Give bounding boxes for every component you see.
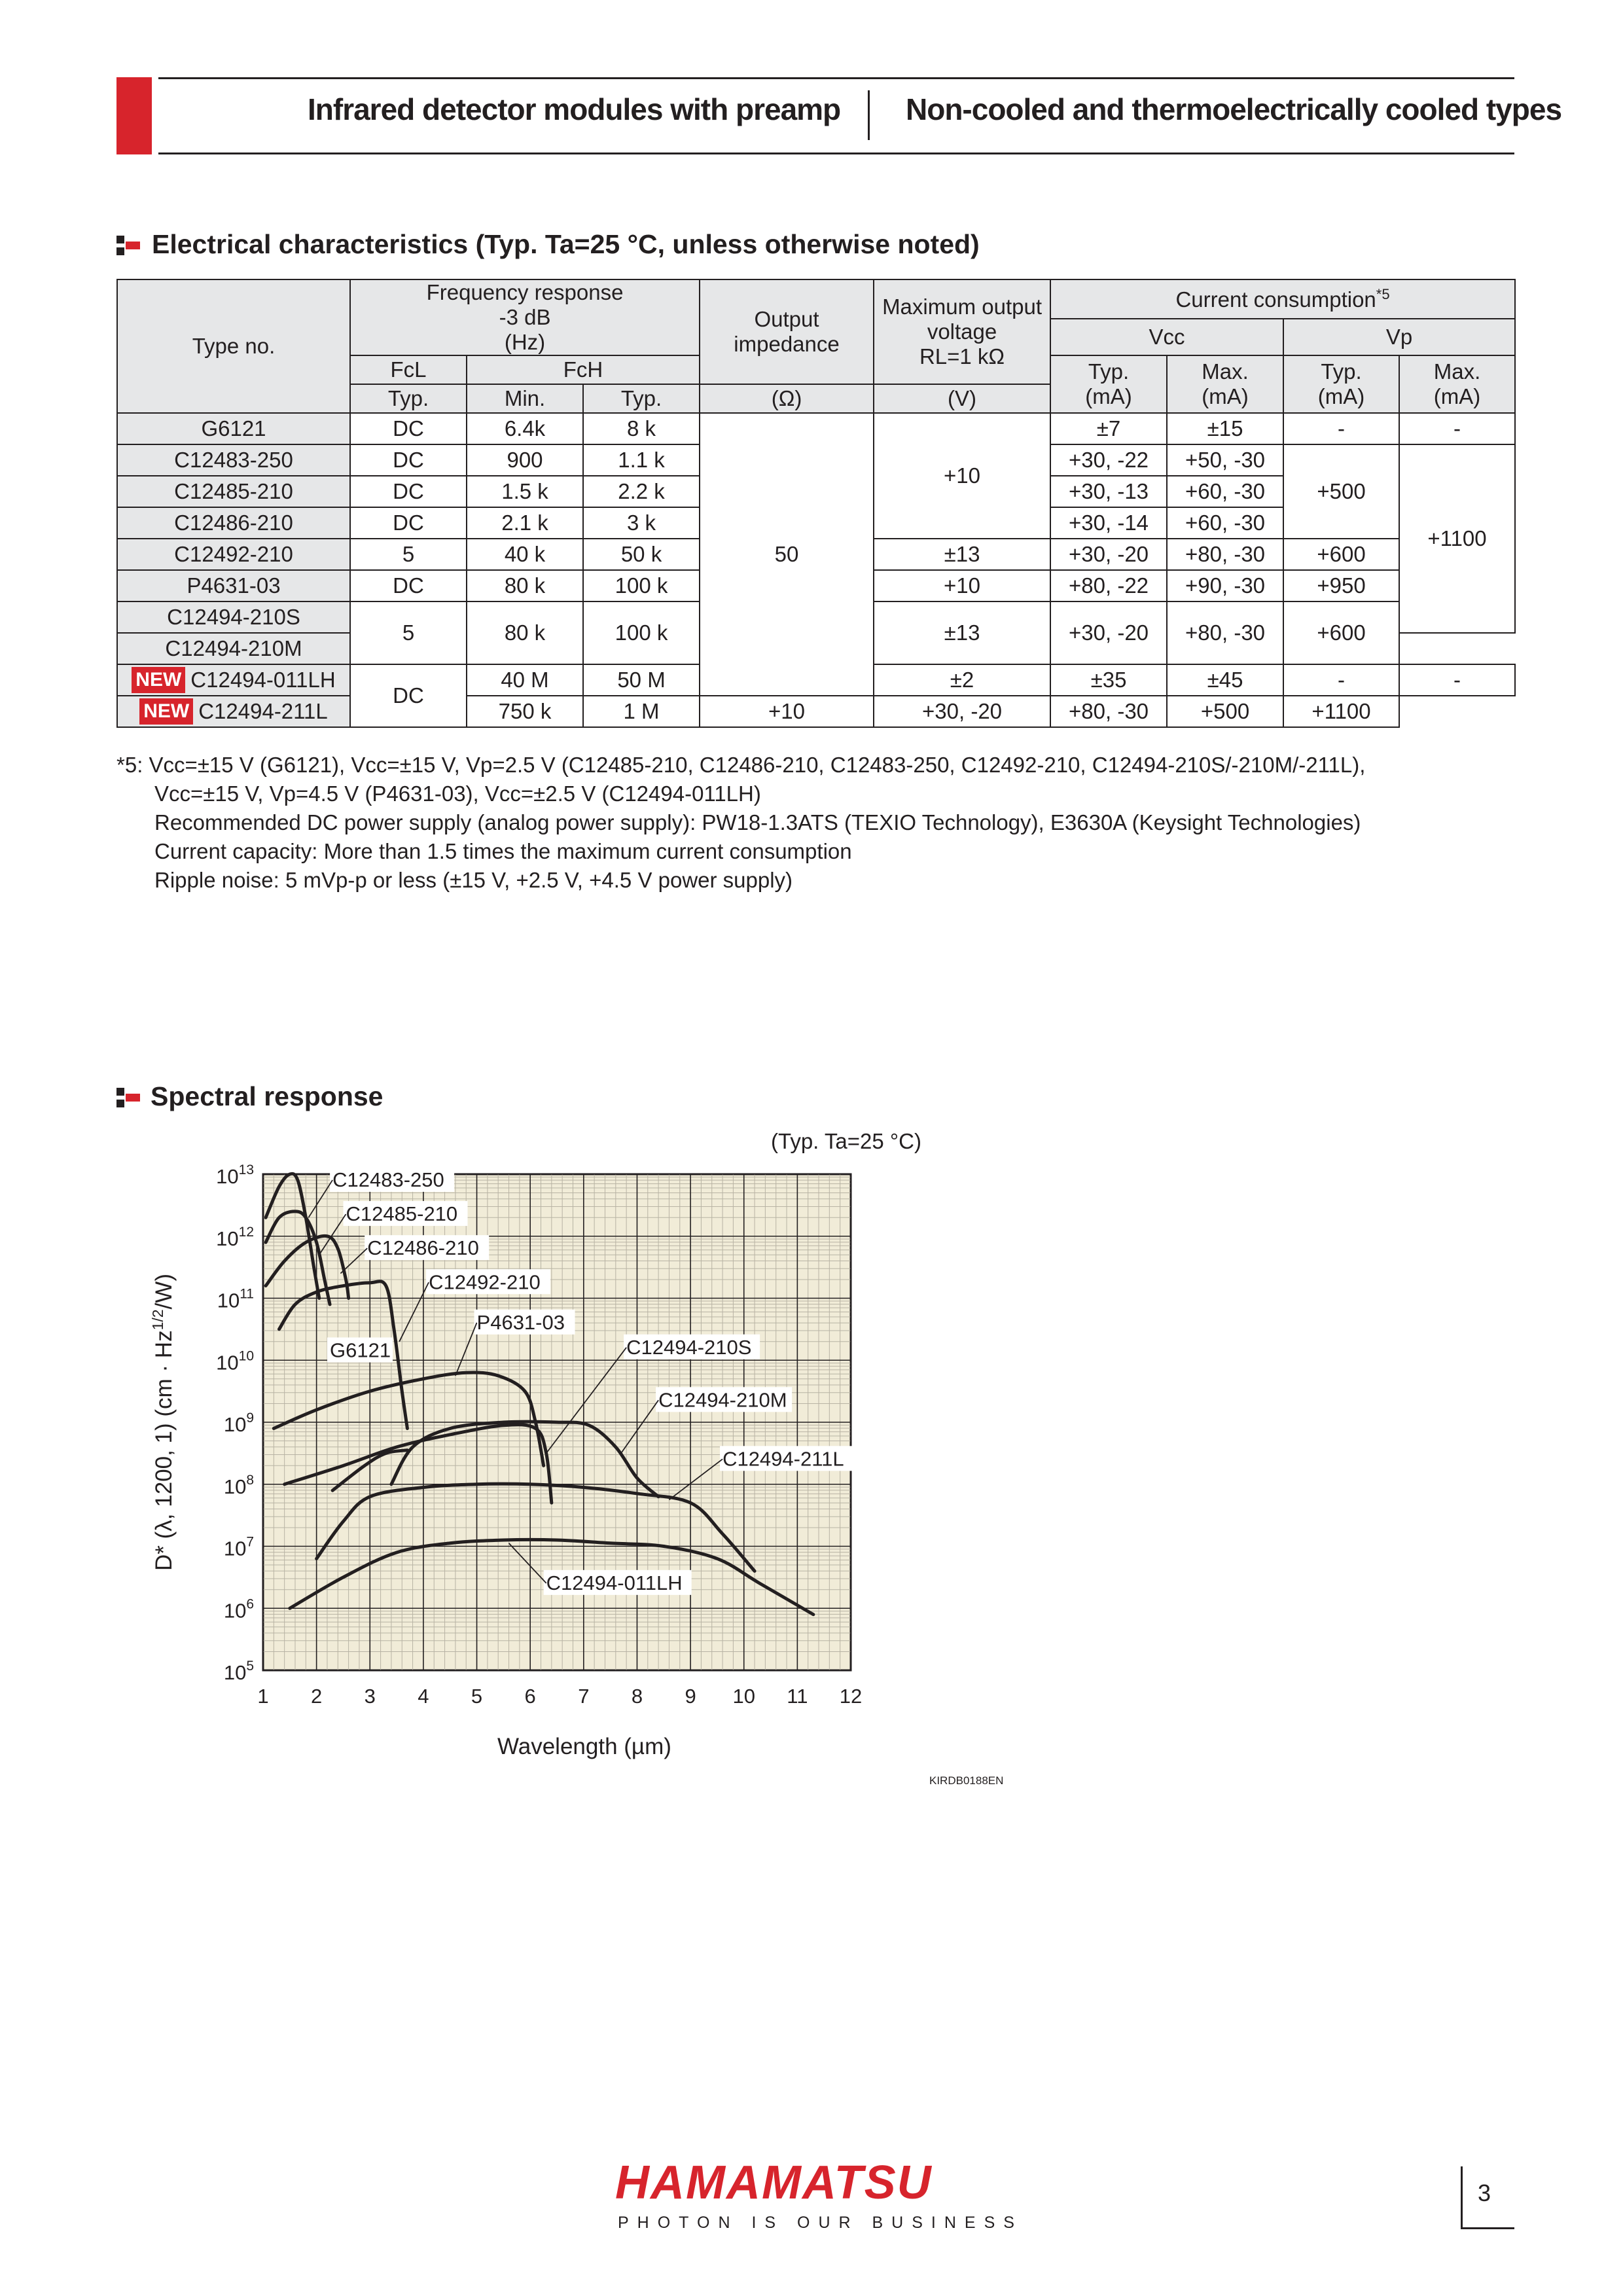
fch-typ-cell: 2.2 k <box>583 476 700 507</box>
page-number: 3 <box>1478 2179 1491 2206</box>
curve-label: C12494-210M <box>658 1388 787 1412</box>
vp-typ-cell: +600 <box>1283 539 1399 570</box>
vp-max-cell: +1100 <box>1399 444 1515 633</box>
footnote-line: Ripple noise: 5 mVp-p or less (±15 V, +2.5 V, +4.5 V power supply) <box>154 868 793 892</box>
max-voltage-cell: ±13 <box>874 539 1050 570</box>
y-tick-label: $10^{12}$ <box>216 1224 254 1250</box>
vcc-typ-cell: +30, -22 <box>1050 444 1167 476</box>
curve-label: C12492-210 <box>429 1270 541 1294</box>
type-cell: C12485-210 <box>117 476 350 507</box>
fch-min-cell: 1.5 k <box>467 476 583 507</box>
fcl-typ-header: Typ. <box>350 384 467 413</box>
y-tick-label: $10^9$ <box>223 1410 254 1436</box>
curve-label: C12494-011LH <box>546 1571 683 1594</box>
vp-header: Vp <box>1283 319 1515 355</box>
header-row <box>117 279 1515 319</box>
header-right-title: Non-cooled and thermoelectrically cooled types <box>906 92 1562 126</box>
fcl-cell: DC <box>350 507 467 539</box>
max-voltage-cell: ±2 <box>874 664 1050 696</box>
vcc-max-cell: +90, -30 <box>1167 570 1283 601</box>
footnote-line: Current capacity: More than 1.5 times the maximum current consumption <box>154 839 852 863</box>
electrical-characteristics-title: Electrical characteristics (Typ. Ta=25 °C, unless otherwise noted) <box>152 229 980 259</box>
fch-typ-cell: 100 k <box>583 601 700 664</box>
section-bullet-icon <box>116 1085 141 1110</box>
footnote-ref: *5 <box>1376 286 1390 303</box>
x-tick-label: 4 <box>418 1685 429 1708</box>
type-cell: NEW C12494-211L <box>117 696 350 727</box>
fcl-cell: 5 <box>350 539 467 570</box>
fch-typ-cell: 100 k <box>583 570 700 601</box>
figure-code: KIRDB0188EN <box>929 1774 1004 1787</box>
fch-min-cell: 40 k <box>467 539 583 570</box>
footnote-line: Vcc=±15 V, Vp=4.5 V (P4631-03), Vcc=±2.5 V (C12494-011LH) <box>154 781 761 806</box>
type-cell: C12494-210M <box>117 633 350 664</box>
fch-min-cell: 900 <box>467 444 583 476</box>
fch-typ-cell: 50 k <box>583 539 700 570</box>
curve-label: C12486-210 <box>367 1236 479 1260</box>
vcc-typ-cell: +30, -20 <box>1050 601 1167 664</box>
vp-typ-cell: - <box>1283 413 1399 444</box>
section-bullet-icon <box>116 233 141 258</box>
type-cell: NEW C12494-011LH <box>117 664 350 696</box>
vcc-max-cell: +50, -30 <box>1167 444 1283 476</box>
new-badge: NEW <box>139 698 193 725</box>
type-cell: P4631-03 <box>117 570 350 601</box>
fch-typ-cell: 3 k <box>583 507 700 539</box>
vcc-max-cell: ±45 <box>1167 664 1283 696</box>
x-tick-label: 10 <box>732 1685 755 1708</box>
max-voltage-cell: +10 <box>700 696 874 727</box>
fch-min-cell: 6.4k <box>467 413 583 444</box>
fcl-cell: DC <box>350 570 467 601</box>
fch-typ-cell: 50 M <box>583 664 700 696</box>
output-impedance-cell: 50 <box>700 413 874 696</box>
vp-typ-cell: - <box>1283 664 1399 696</box>
x-tick-label: 3 <box>364 1685 376 1708</box>
fch-min-cell: 80 k <box>467 570 583 601</box>
max-voltage-cell: ±13 <box>874 601 1050 664</box>
fch-min-cell: 80 k <box>467 601 583 664</box>
fcl-cell: 5 <box>350 601 467 664</box>
vcc-max-cell: +60, -30 <box>1167 476 1283 507</box>
y-tick-label: $10^5$ <box>223 1659 254 1684</box>
vcc-typ-cell: +30, -13 <box>1050 476 1167 507</box>
y-tick-label: $10^6$ <box>223 1596 254 1623</box>
vp-max-header: Max. (mA) <box>1399 355 1515 413</box>
vcc-max-cell: +80, -30 <box>1167 601 1283 664</box>
vcc-typ-cell: ±35 <box>1050 664 1167 696</box>
y-tick-label: $10^{11}$ <box>217 1286 254 1312</box>
fcl-cell: DC <box>350 664 467 727</box>
header-divider <box>868 90 870 140</box>
table-row <box>117 696 1515 727</box>
fcl-cell: DC <box>350 413 467 444</box>
type-cell: G6121 <box>117 413 350 444</box>
fch-min-cell: 40 M <box>467 664 583 696</box>
max-output-voltage-header: Maximum output voltage RL=1 kΩ <box>874 279 1050 384</box>
vp-typ-cell: +500 <box>1167 696 1283 727</box>
vcc-typ-header: Typ. (mA) <box>1050 355 1167 413</box>
vcc-max-header: Max. (mA) <box>1167 355 1283 413</box>
tagline: PHOTON IS OUR BUSINESS <box>618 2214 1023 2232</box>
y-tick-label: $10^7$ <box>223 1534 254 1560</box>
vcc-typ-cell: +30, -14 <box>1050 507 1167 539</box>
fch-min-cell: 750 k <box>467 696 583 727</box>
frequency-response-header: Frequency response -3 dB (Hz) <box>350 279 700 355</box>
fcl-header: FcL <box>350 355 467 384</box>
max-voltage-cell: +10 <box>874 570 1050 601</box>
volt-unit-header: (V) <box>874 384 1050 413</box>
vp-max-cell: - <box>1399 664 1515 696</box>
vp-typ-cell: +950 <box>1283 570 1399 601</box>
hamamatsu-logo: HAMAMATSU <box>615 2157 933 2209</box>
y-tick-label: $10^8$ <box>223 1472 254 1498</box>
current-consumption-header: Current consumption$^{*5}$ <box>1050 279 1515 319</box>
header-left-title: Infrared detector modules with preamp <box>308 92 841 126</box>
vcc-typ-cell: +80, -22 <box>1050 570 1167 601</box>
x-axis-label: Wavelength (µm) <box>497 1734 671 1759</box>
vcc-max-cell: +60, -30 <box>1167 507 1283 539</box>
chart-condition: (Typ. Ta=25 °C) <box>771 1129 921 1153</box>
footnote-line: *5: Vcc=±15 V (G6121), Vcc=±15 V, Vp=2.5 V (C12485-210, C12486-210, C12483-250, C12492-210, C12494-210S/-210M/-211L), <box>116 753 1366 777</box>
curve-label: C12485-210 <box>346 1202 458 1226</box>
y-tick-label: $10^{10}$ <box>216 1348 254 1374</box>
fcl-cell: DC <box>350 444 467 476</box>
spectral-response-chart <box>111 1113 1027 1806</box>
header-accent-bar <box>116 77 152 154</box>
vcc-max-cell: +80, -30 <box>1050 696 1167 727</box>
x-tick-label: 7 <box>578 1685 590 1708</box>
fch-min-header: Min. <box>467 384 583 413</box>
x-tick-label: 6 <box>524 1685 536 1708</box>
vp-max-cell: +1100 <box>1283 696 1399 727</box>
x-tick-label: 1 <box>257 1685 269 1708</box>
y-axis-label: D* (λ, 1200, 1) $(cm \cdot Hz^{1/2}/W)$ <box>149 1274 177 1571</box>
spectral-response-title: Spectral response <box>151 1081 383 1111</box>
curve-label: C12494-210S <box>626 1335 752 1359</box>
vcc-max-cell: +80, -30 <box>1167 539 1283 570</box>
x-tick-label: 9 <box>685 1685 696 1708</box>
type-cell: C12494-210S <box>117 601 350 633</box>
fch-typ-header: Typ. <box>583 384 700 413</box>
curve-label: C12494-211L <box>722 1447 844 1471</box>
vcc-max-cell: ±15 <box>1167 413 1283 444</box>
header-top-rule <box>158 77 1514 79</box>
vcc-header: Vcc <box>1050 319 1283 355</box>
type-cell: C12486-210 <box>117 507 350 539</box>
header-bottom-rule <box>158 152 1514 154</box>
x-tick-label: 2 <box>311 1685 323 1708</box>
vcc-typ-cell: ±7 <box>1050 413 1167 444</box>
fch-typ-cell: 1 M <box>583 696 700 727</box>
vp-max-cell: - <box>1399 413 1515 444</box>
type-no-header: Type no. <box>117 279 350 413</box>
fch-header: FcH <box>467 355 700 384</box>
curve-label: G6121 <box>330 1338 391 1362</box>
y-tick-label: $10^{13}$ <box>216 1162 254 1188</box>
fch-min-cell: 2.1 k <box>467 507 583 539</box>
type-cell: C12492-210 <box>117 539 350 570</box>
x-tick-label: 8 <box>631 1685 643 1708</box>
vp-typ-cell: +600 <box>1283 601 1399 664</box>
type-cell: C12483-250 <box>117 444 350 476</box>
vcc-typ-cell: +30, -20 <box>1050 539 1167 570</box>
curve-label: C12483-250 <box>332 1168 444 1191</box>
table-row <box>117 413 1515 444</box>
fcl-cell: DC <box>350 476 467 507</box>
vcc-typ-cell: +30, -20 <box>874 696 1050 727</box>
vp-typ-cell: +500 <box>1283 444 1399 539</box>
output-impedance-header: Output impedance <box>700 279 874 384</box>
new-badge: NEW <box>132 667 185 693</box>
vp-typ-header: Typ. (mA) <box>1283 355 1399 413</box>
x-tick-label: 11 <box>787 1685 808 1708</box>
max-voltage-cell: +10 <box>874 413 1050 539</box>
x-tick-label: 5 <box>471 1685 483 1708</box>
ohm-unit-header: (Ω) <box>700 384 874 413</box>
x-tick-label: 12 <box>839 1685 863 1708</box>
fch-typ-cell: 1.1 k <box>583 444 700 476</box>
footnote-line: Recommended DC power supply (analog power supply): PW18-1.3ATS (TEXIO Technology), E3630A (Keysight Technologies) <box>154 810 1361 834</box>
fch-typ-cell: 8 k <box>583 413 700 444</box>
electrical-characteristics-table <box>116 279 1516 728</box>
curve-label: P4631-03 <box>476 1310 565 1334</box>
